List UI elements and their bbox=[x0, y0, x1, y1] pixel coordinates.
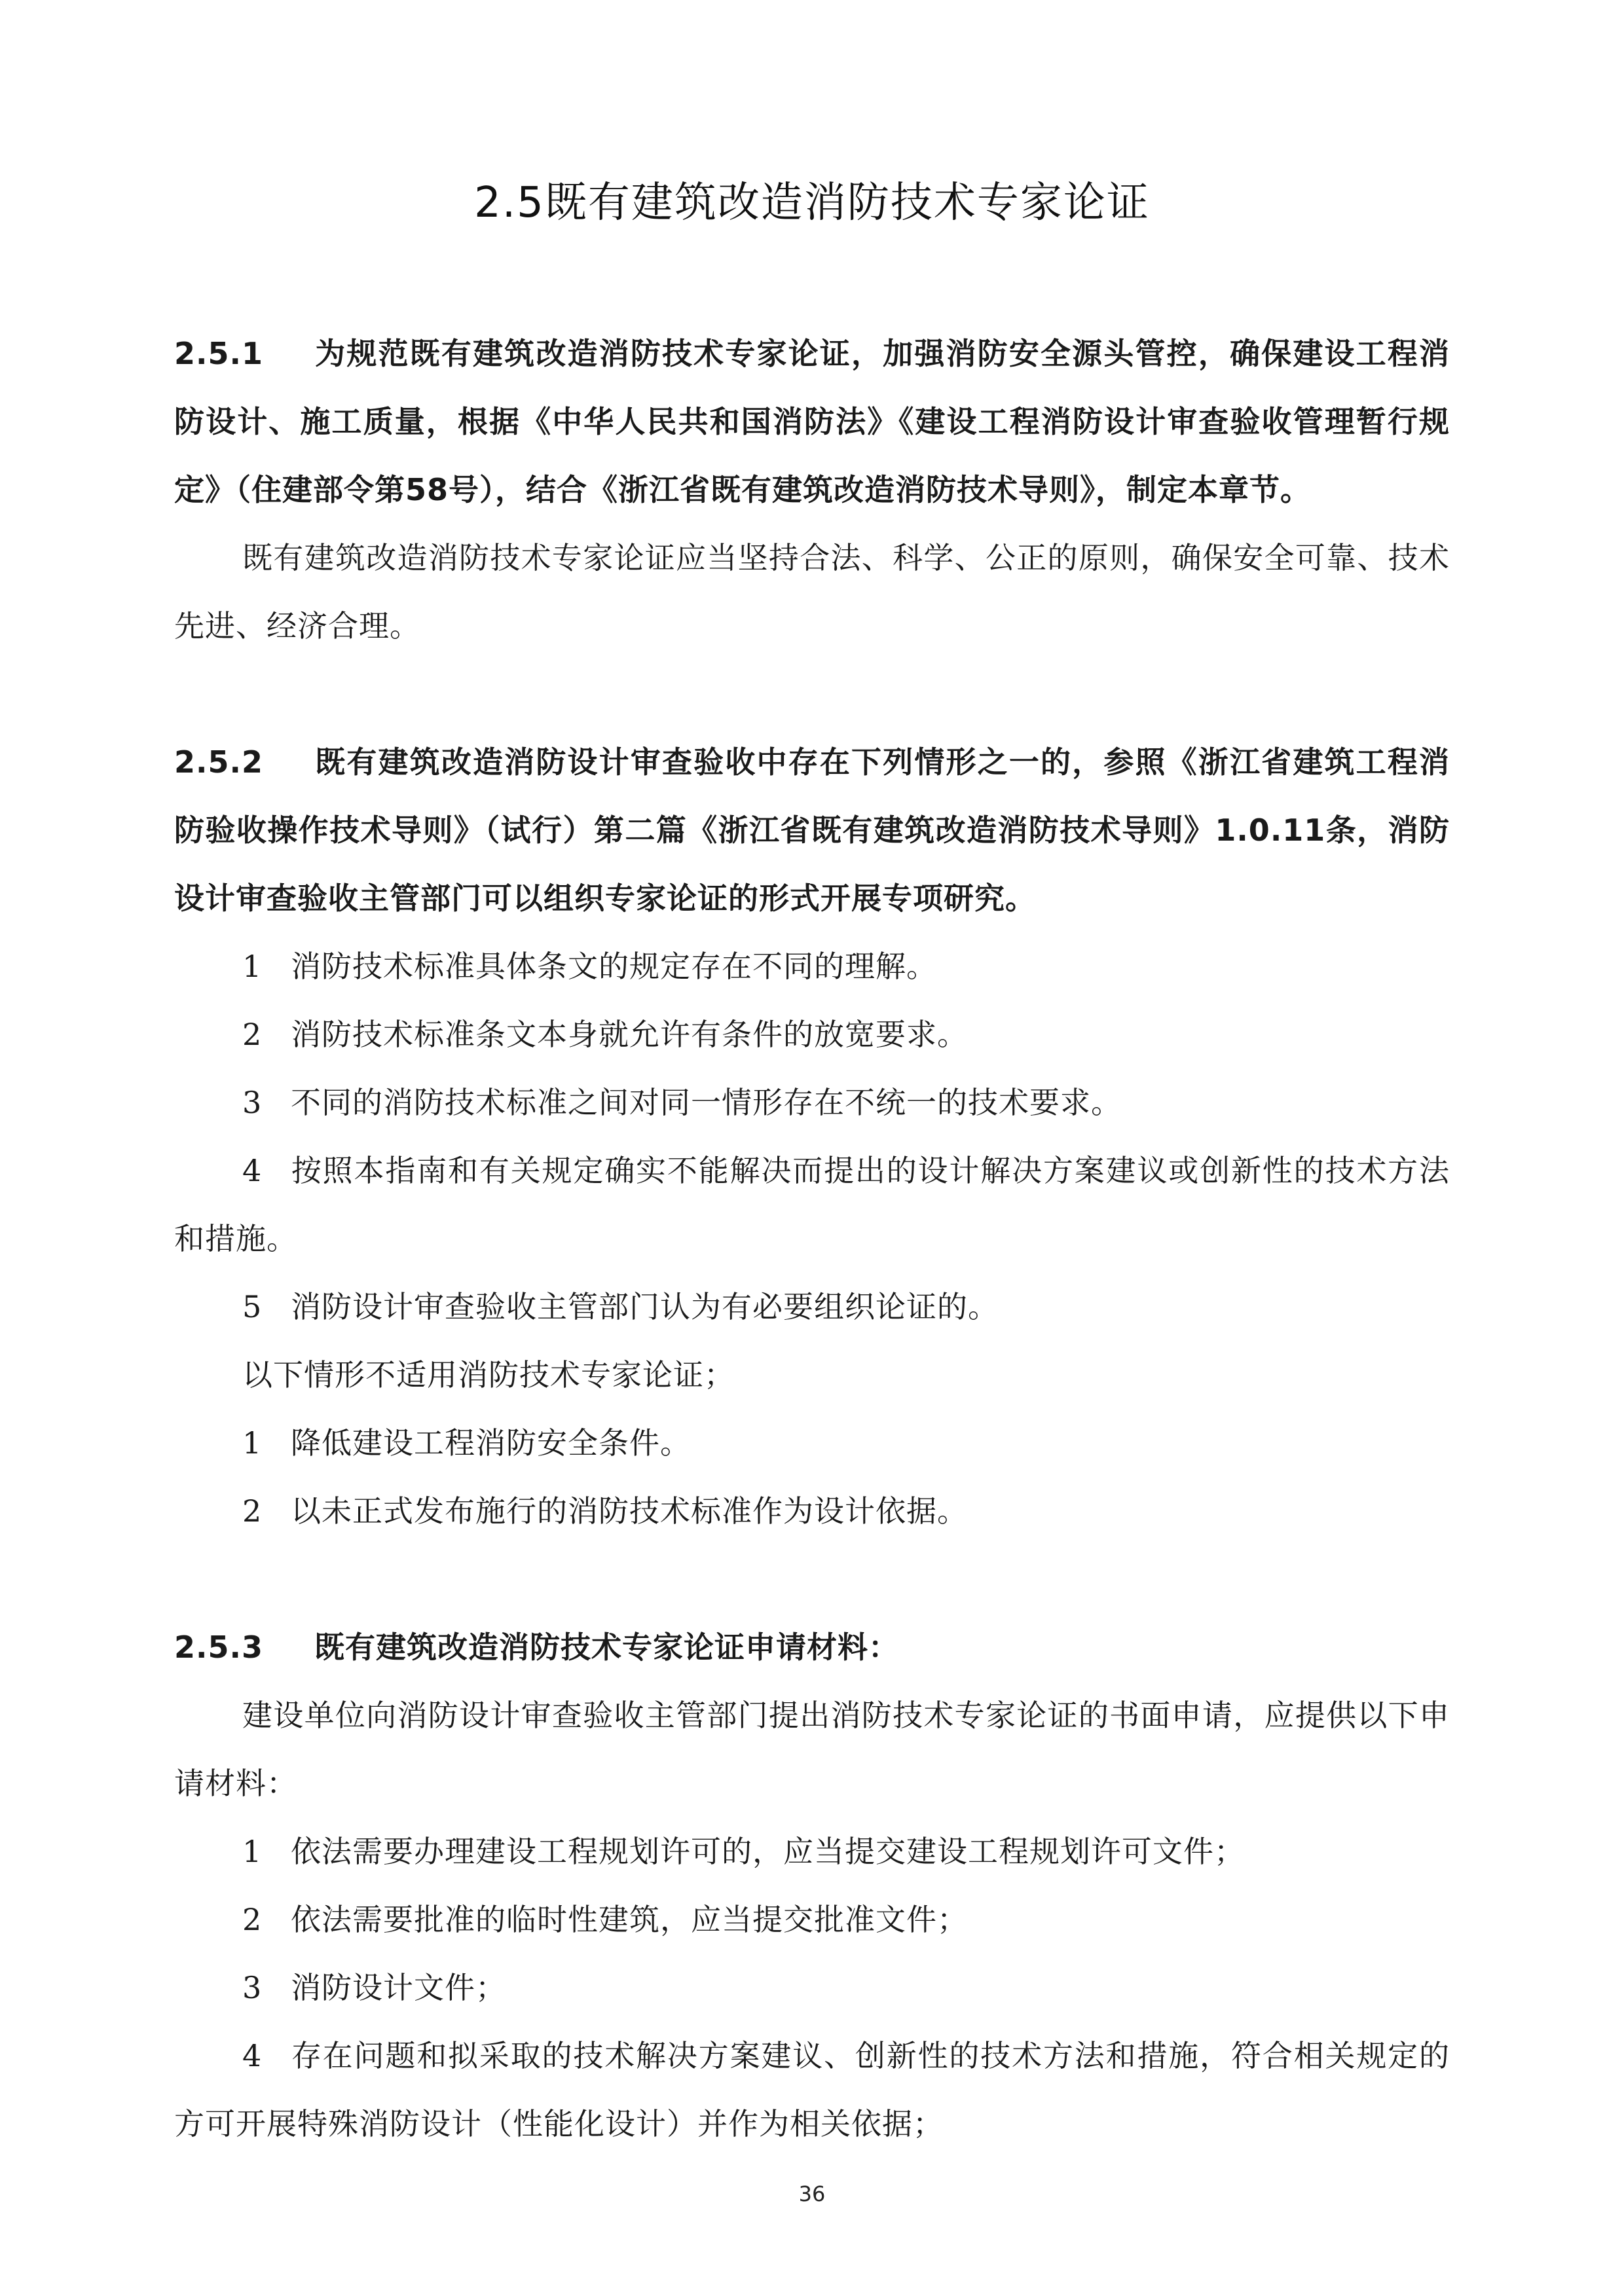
list-item bbox=[174, 2022, 1450, 2158]
section-number: 2.5.1 bbox=[174, 336, 263, 371]
page-title: 2.5既有建筑改造消防技术专家论证 bbox=[474, 179, 1150, 227]
list-item-text: 依法需要批准的临时性建筑，应当提交批准文件； bbox=[291, 1902, 968, 1937]
list-item bbox=[174, 1954, 1450, 2022]
section-2-5-3-intro: 建设单位向消防设计审查验收主管部门提出消防技术专家论证的书面申请，应提供以下申请材料： bbox=[174, 1698, 1450, 1801]
list-item-number: 5 bbox=[242, 1289, 263, 1324]
list-item-number: 3 bbox=[242, 1970, 263, 2005]
list-item-number: 2 bbox=[242, 1902, 263, 1937]
list-item-number: 2 bbox=[242, 1017, 263, 1052]
section-2-5-1-heading bbox=[174, 319, 1450, 524]
list-item-text: 消防设计审查验收主管部门认为有必要组织论证的。 bbox=[291, 1289, 999, 1324]
list-item bbox=[174, 1477, 1450, 1545]
list-item-number: 1 bbox=[242, 949, 263, 984]
list-item bbox=[174, 1137, 1450, 1273]
list-item-number: 1 bbox=[242, 1425, 263, 1461]
list-item-text: 降低建设工程消防安全条件。 bbox=[291, 1425, 691, 1461]
section-number: 2.5.3 bbox=[174, 1630, 263, 1665]
list-item-text: 以未正式发布施行的消防技术标准作为设计依据。 bbox=[291, 1493, 968, 1529]
list-item-text: 按照本指南和有关规定确实不能解决而提出的设计解决方案建议或创新性的技术方法和措施。 bbox=[174, 1153, 1450, 1256]
list-item bbox=[174, 1409, 1450, 1477]
list-item-number: 4 bbox=[242, 2038, 263, 2073]
list-item bbox=[174, 1817, 1450, 1886]
section-heading-text: 既有建筑改造消防技术专家论证申请材料： bbox=[314, 1630, 899, 1665]
section-2-5-3-heading bbox=[174, 1613, 1450, 1681]
list-item bbox=[174, 1068, 1450, 1137]
section-heading-text: 既有建筑改造消防设计审查验收中存在下列情形之一的，参照《浙江省建筑工程消防验收操作技术导则》（试行）第二篇《浙江省既有建筑改造消防技术导则》1.0.11条，消防设计审查验收主管部门可以组织专家论证的形式开展专项研究。 bbox=[174, 744, 1450, 916]
section-2-5-2-heading bbox=[174, 728, 1450, 932]
list-item-number: 3 bbox=[242, 1085, 263, 1120]
list-item-text: 消防技术标准条文本身就允许有条件的放宽要求。 bbox=[291, 1017, 968, 1052]
section-2-5-1-body: 既有建筑改造消防技术专家论证应当坚持合法、科学、公正的原则，确保安全可靠、技术先进、经济合理。 bbox=[174, 540, 1450, 644]
list-item bbox=[174, 1886, 1450, 1954]
page-content bbox=[174, 319, 1450, 2158]
list-item-text: 依法需要办理建设工程规划许可的，应当提交建设工程规划许可文件； bbox=[291, 1834, 1245, 1869]
list-item-number: 1 bbox=[242, 1834, 263, 1869]
list-item-number: 4 bbox=[242, 1153, 263, 1188]
section-heading-text: 为规范既有建筑改造消防技术专家论证，加强消防安全源头管控，确保建设工程消防设计、施工质量，根据《中华人民共和国消防法》《建设工程消防设计审查验收管理暂行规定》（住建部令第58号），结合《浙江省既有建筑改造消防技术导则》，制定本章节。 bbox=[174, 336, 1450, 507]
spacer bbox=[174, 1545, 1450, 1613]
list-item bbox=[174, 1000, 1450, 1068]
list-item-text: 不同的消防技术标准之间对同一情形存在不统一的技术要求。 bbox=[291, 1085, 1122, 1120]
list-item-number: 2 bbox=[242, 1493, 263, 1529]
list-item-text: 消防技术标准具体条文的规定存在不同的理解。 bbox=[291, 949, 937, 984]
list-item bbox=[174, 932, 1450, 1000]
list-item-text: 消防设计文件； bbox=[291, 1970, 506, 2005]
section-number: 2.5.2 bbox=[174, 744, 263, 780]
page-number: 36 bbox=[798, 2181, 826, 2206]
spacer bbox=[174, 660, 1450, 728]
list-item-text: 存在问题和拟采取的技术解决方案建议、创新性的技术方法和措施，符合相关规定的方可开展特殊消防设计（性能化设计）并作为相关依据； bbox=[174, 2038, 1450, 2141]
list-item bbox=[174, 1273, 1450, 1341]
exclude-intro: 以下情形不适用消防技术专家论证； bbox=[242, 1357, 735, 1393]
